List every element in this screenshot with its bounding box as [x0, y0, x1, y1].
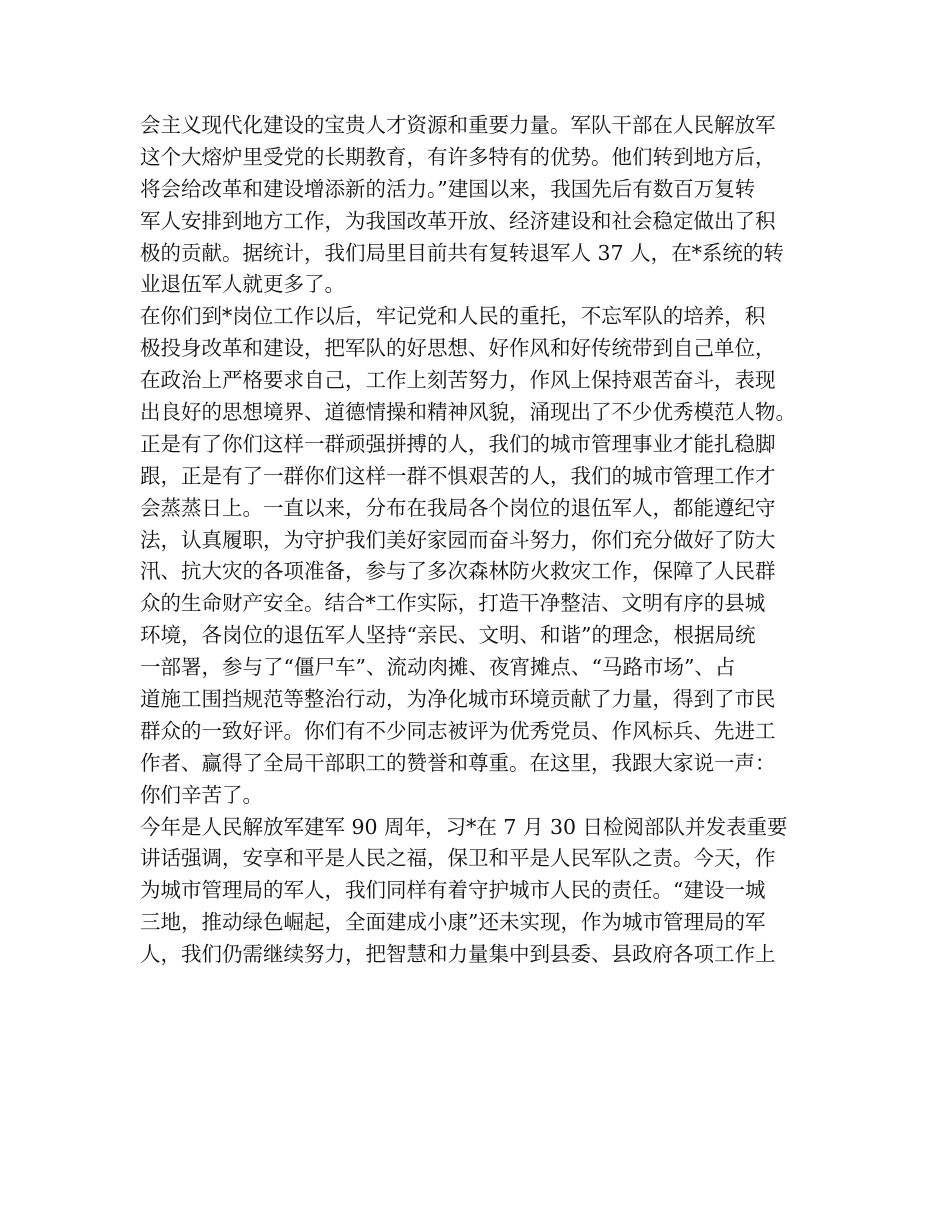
- text-line: 今年是人民解放军建军 90 周年，习*在 7 月 30 日检阅部队并发表重要: [140, 814, 788, 839]
- text-line: 道施工围挡规范等整治行动，为净化城市环境贡献了力量，得到了市民: [140, 687, 776, 712]
- text-line: 群众的一致好评。你们有不少同志被评为优秀党员、作风标兵、先进工: [140, 718, 776, 743]
- text-line: 这个大熔炉里受党的长期教育，有许多特有的优势。他们转到地方后，: [140, 144, 776, 169]
- text-line: 环境，各岗位的退伍军人坚持“亲民、文明、和谐”的理念，根据局统: [140, 623, 756, 648]
- text-line: 业退伍军人就更多了。: [140, 272, 345, 297]
- text-line: 会蒸蒸日上。一直以来，分布在我局各个岗位的退伍军人，都能遵纪守: [140, 495, 776, 520]
- text-line: 一部署，参与了“僵尸车”、流动肉摊、夜宵摊点、“马路市场”、占: [140, 655, 736, 680]
- text-line: 三地，推动绿色崛起，全面建成小康”还未实现，作为城市管理局的军: [140, 910, 766, 935]
- text-line: 人，我们仍需继续努力，把智慧和力量集中到县委、县政府各项工作上: [140, 942, 776, 967]
- text-line: 法，认真履职，为守护我们美好家园而奋斗努力，你们充分做好了防大: [140, 527, 776, 552]
- text-line: 极投身改革和建设，把军队的好思想、好作风和好传统带到自己单位，: [140, 336, 776, 361]
- text-line: 汛、抗大灾的各项准备，参与了多次森林防火救灾工作，保障了人民群: [140, 559, 776, 584]
- text-line: 为城市管理局的军人，我们同样有着守护城市人民的责任。“建设一城: [140, 878, 766, 903]
- text-line: 将会给改革和建设增添新的活力。”建国以来，我国先后有数百万复转: [140, 176, 756, 201]
- text-line: 正是有了你们这样一群顽强拼搏的人，我们的城市管理事业才能扎稳脚: [140, 431, 776, 456]
- text-line: 作者、赢得了全局干部职工的赞誉和尊重。在这里，我跟大家说一声：: [140, 750, 776, 775]
- body-text: [140, 110, 830, 971]
- text-line: 在政治上严格要求自己，工作上刻苦努力，作风上保持艰苦奋斗，表现: [140, 368, 776, 393]
- text-line: 众的生命财产安全。结合*工作实际，打造干净整洁、文明有序的县城: [140, 591, 766, 616]
- text-line: 你们辛苦了。: [140, 782, 263, 807]
- text-line: 在你们到*岗位工作以后，牢记党和人民的重托，不忘军队的培养，积: [140, 304, 766, 329]
- text-line: 会主义现代化建设的宝贵人才资源和重要力量。军队干部在人民解放军: [140, 113, 776, 137]
- text-line: 讲话强调，安享和平是人民之福，保卫和平是人民军队之责。今天，作: [140, 846, 776, 871]
- text-line: 出良好的思想境界、道德情操和精神风貌，涌现出了不少优秀模范人物。: [140, 400, 796, 425]
- text-line: 极的贡献。据统计，我们局里目前共有复转退军人 37 人，在*系统的转: [140, 240, 784, 265]
- text-line: 跟，正是有了一群你们这样一群不惧艰苦的人，我们的城市管理工作才: [140, 463, 776, 488]
- text-line: 军人安排到地方工作，为我国改革开放、经济建设和社会稳定做出了积: [140, 208, 776, 233]
